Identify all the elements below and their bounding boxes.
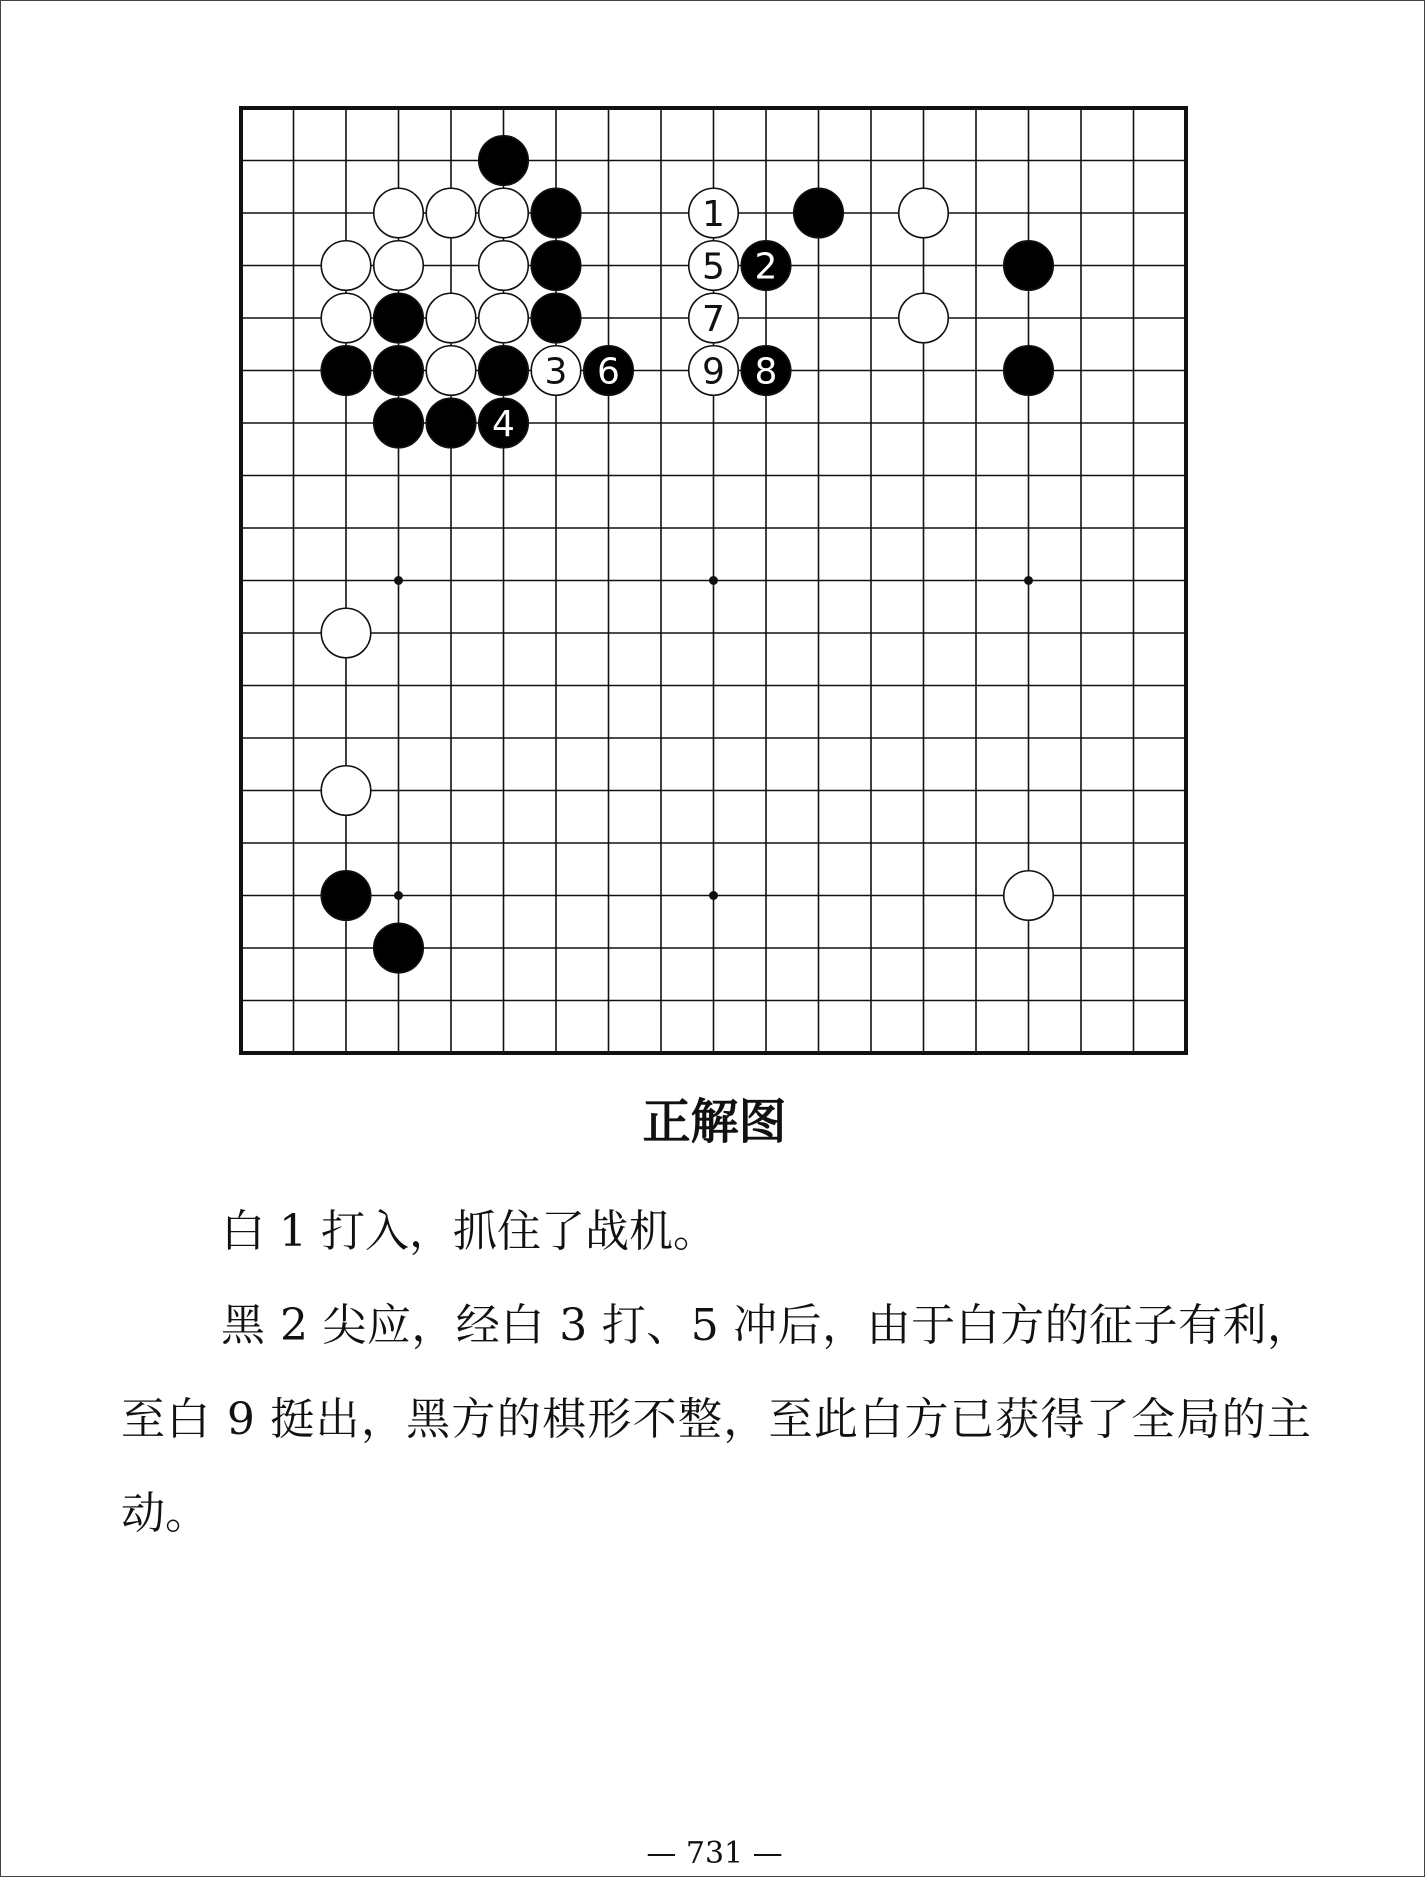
white-stone: [899, 293, 949, 343]
black-stone: [321, 346, 371, 396]
white-stone: [321, 608, 371, 658]
white-stone: [899, 188, 949, 238]
move-number-label: 3: [544, 351, 568, 393]
white-stone: [321, 766, 371, 816]
black-stone: [794, 188, 844, 238]
star-point: [709, 576, 718, 585]
move-number-label: 5: [702, 246, 725, 288]
black-stone: [479, 346, 529, 396]
star-point: [394, 576, 403, 585]
diagram-caption: 正解图: [642, 1094, 787, 1150]
move-number-label: 8: [754, 351, 778, 393]
black-stone: [374, 293, 424, 343]
black-stone: [374, 398, 424, 448]
move-number-label: 2: [754, 246, 778, 288]
move-number-label: 9: [702, 351, 725, 393]
move-number-label: 7: [702, 299, 725, 340]
move-number-label: 4: [492, 404, 515, 445]
star-point: [394, 891, 403, 900]
move-number-label: 6: [597, 351, 620, 393]
white-stone: [1004, 871, 1054, 921]
star-point: [709, 891, 718, 900]
black-stone: [531, 293, 581, 343]
white-stone: [321, 241, 371, 291]
white-stone: [426, 346, 476, 396]
black-stone: [374, 346, 424, 396]
white-stone: [479, 188, 529, 238]
white-stone: [426, 188, 476, 238]
white-stone: [426, 293, 476, 343]
star-point: [1024, 576, 1033, 585]
black-stone: [1004, 241, 1054, 291]
paragraph-2: 黑 2 尖应，经白 3 打、5 冲后，由于白方的征子有利，至白 9 挺出，黑方的棋形不整，至此白方已获得了全局的主动。: [121, 1300, 1311, 1539]
white-stone: [321, 293, 371, 343]
black-stone: [1004, 346, 1054, 396]
black-stone: [321, 871, 371, 921]
white-stone: [479, 241, 529, 291]
black-stone: [426, 398, 476, 448]
black-stone: [531, 188, 581, 238]
paragraph-1: 白 1 打入，抓住了战机。: [221, 1206, 717, 1257]
go-board-diagram: [1, 1, 1427, 1081]
black-stone: [531, 241, 581, 291]
black-stone: [479, 136, 529, 186]
page-number: — 731 —: [646, 1836, 783, 1871]
white-stone: [374, 241, 424, 291]
white-stone: [374, 188, 424, 238]
white-stone: [479, 293, 529, 343]
black-stone: [374, 923, 424, 973]
move-number-label: 1: [702, 194, 725, 235]
